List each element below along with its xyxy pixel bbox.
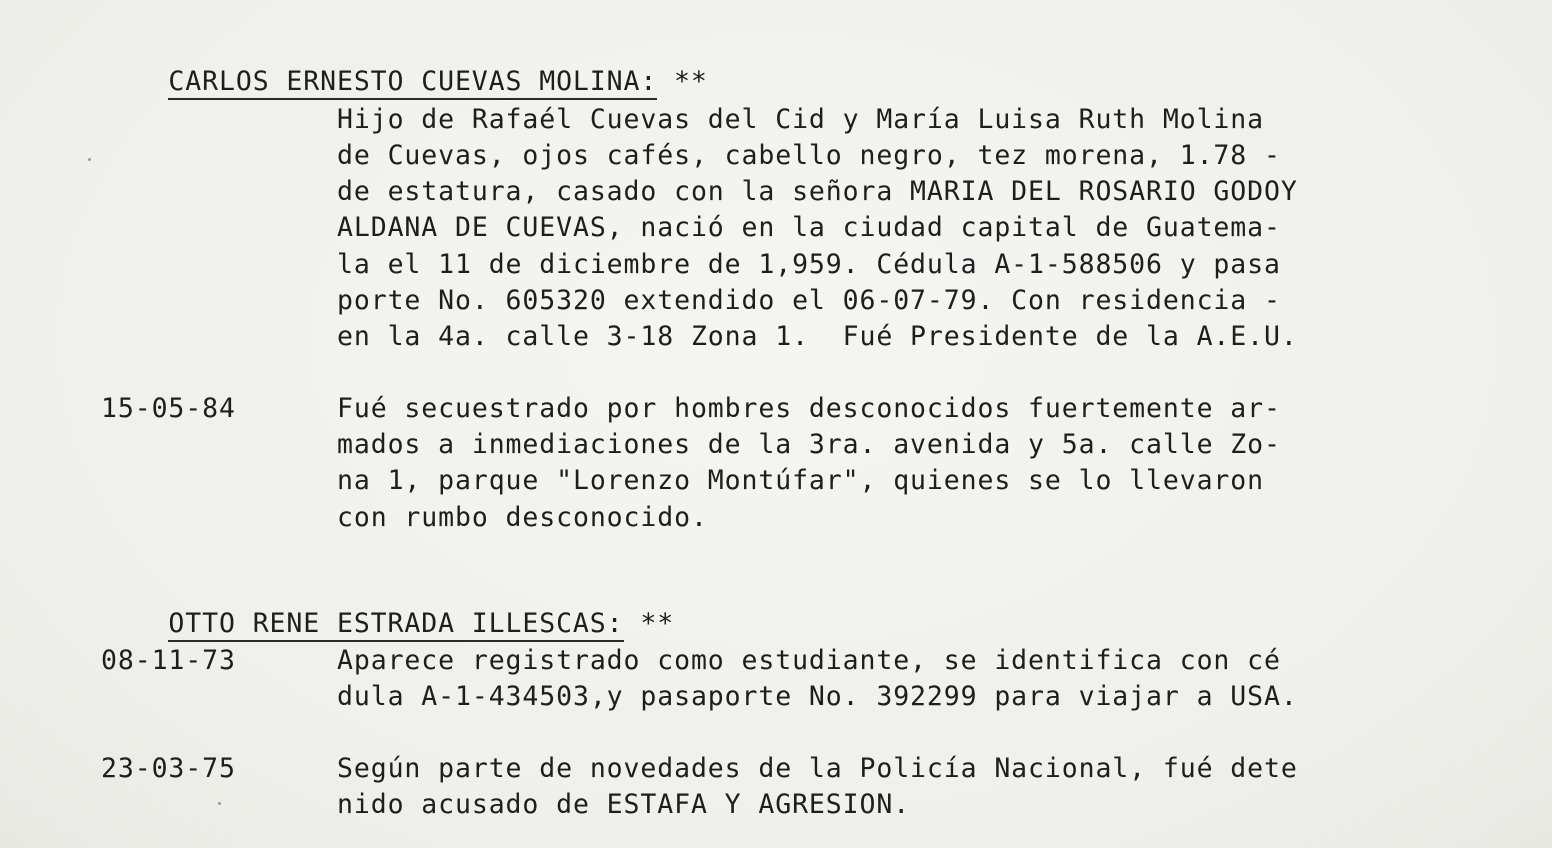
entry-line: Aparece registrado como estudiante, se identifica con cé xyxy=(337,645,1281,676)
entry-line: mados a inmediaciones de la 3ra. avenida y 5a. calle Zo- xyxy=(337,429,1281,460)
priority-marker: ** xyxy=(657,66,708,97)
bio-line: de Cuevas, ojos cafés, cabello negro, tez morena, 1.78 - xyxy=(337,140,1281,171)
bio-line: de estatura, casado con la señora MARIA DEL ROSARIO GODOY xyxy=(337,176,1298,207)
person-name: CARLOS ERNESTO CUEVAS MOLINA: xyxy=(168,66,657,100)
bio-line: la el 11 de diciembre de 1,959. Cédula A-1-588506 y pasa xyxy=(337,249,1281,280)
entry-date: 08-11-73 xyxy=(101,645,236,676)
paper-speck xyxy=(218,802,221,805)
bio-line: porte No. 605320 extendido el 06-07-79. Con residencia - xyxy=(337,285,1281,316)
entry-line: dula A-1-434503,y pasaporte No. 392299 para viajar a USA. xyxy=(337,681,1298,712)
bio-line: en la 4a. calle 3-18 Zona 1. Fué Presidente de la A.E.U. xyxy=(337,321,1298,352)
entry-line: Fué secuestrado por hombres desconocidos fuertemente ar- xyxy=(337,393,1281,424)
entry-date: 23-03-75 xyxy=(101,753,236,784)
entry-line: na 1, parque "Lorenzo Montúfar", quienes se lo llevaron xyxy=(337,465,1264,496)
entry-line: Según parte de novedades de la Policía Nacional, fué dete xyxy=(337,753,1298,784)
entry-line: nido acusado de ESTAFA Y AGRESION. xyxy=(337,789,911,820)
person-name: OTTO RENE ESTRADA ILLESCAS: xyxy=(168,608,623,642)
paper-speck xyxy=(88,158,91,161)
entry-line: con rumbo desconocido. xyxy=(337,502,708,533)
entry-date: 15-05-84 xyxy=(101,393,236,424)
bio-line: Hijo de Rafaél Cuevas del Cid y María Luisa Ruth Molina xyxy=(337,104,1264,135)
priority-marker: ** xyxy=(623,608,675,639)
bio-line: ALDANA DE CUEVAS, nació en la ciudad capital de Guatema- xyxy=(337,212,1281,243)
